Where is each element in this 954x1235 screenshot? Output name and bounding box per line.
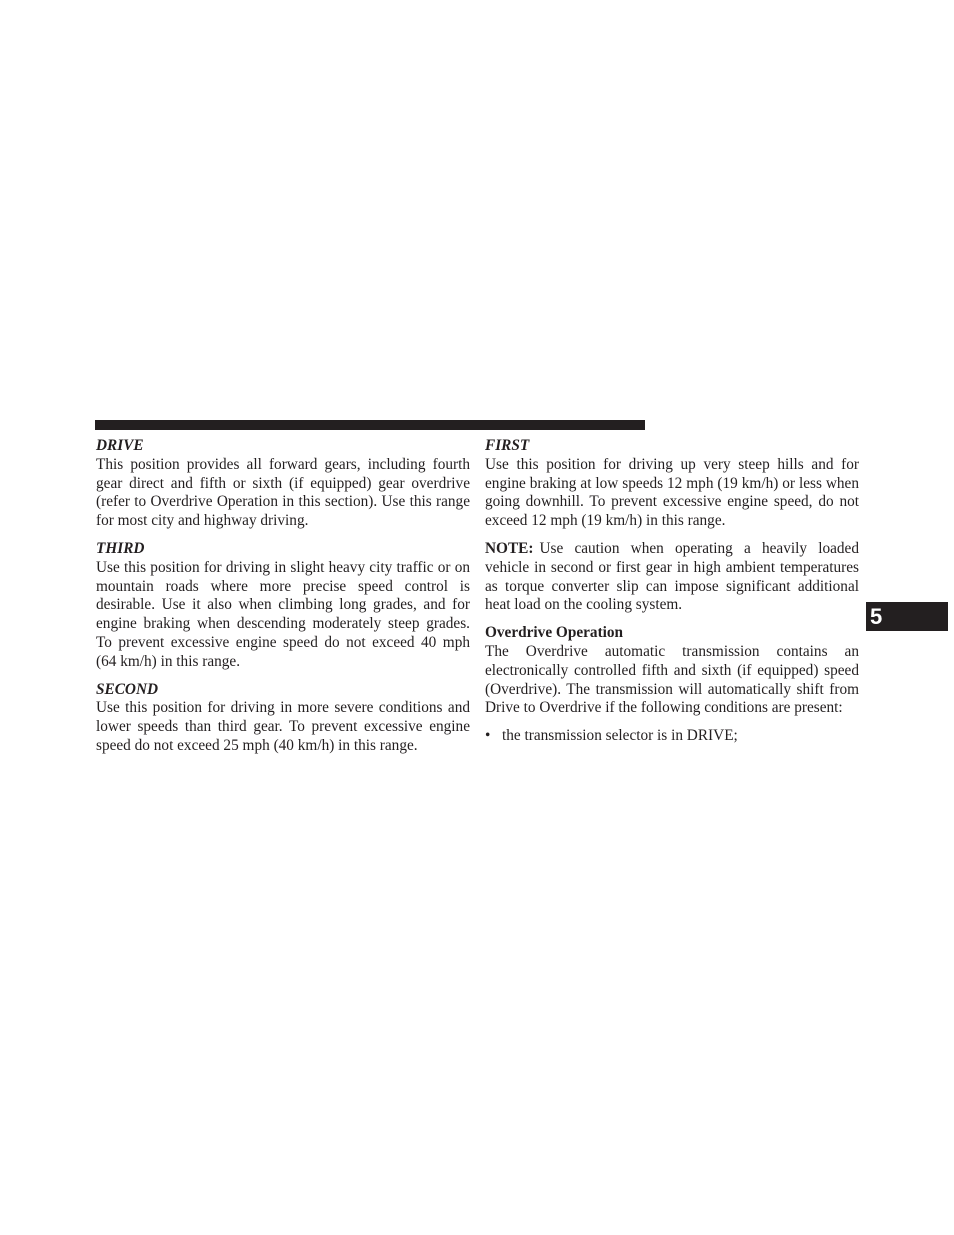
left-column [96, 437, 470, 765]
overdrive-paragraph: The Overdrive automatic transmission contains an electronically controlled fifth and sixth (if equipped) speed (Overdrive). The transmission will automatically shift from Drive to Overdrive if the following conditions are present: [485, 642, 859, 717]
third-heading: THIRD [96, 539, 145, 557]
drive-paragraph: This position provides all forward gears, including fourth gear direct and fifth or sixth (if equipped) gear overdrive (refer to Overdrive Operation in this section). Use this range for most city and highway driving. [96, 455, 470, 530]
header-rule [95, 420, 645, 430]
third-paragraph: Use this position for driving in slight heavy city traffic or on mountain roads where more precise speed control is desirable. Use it also when climbing long grades, and for engine braking when descending moderately steep grades. To prevent excessive engine speed do not exceed 40 mph (64 km/h) in this range. [96, 558, 470, 670]
list-item [485, 727, 859, 746]
bullet-icon: • [485, 727, 491, 745]
chapter-number: 5 [870, 604, 883, 629]
note-paragraph [485, 540, 859, 615]
note-label: NOTE: [485, 539, 534, 557]
list-item-text: the transmission selector is in DRIVE; [502, 727, 738, 745]
right-column [485, 437, 859, 746]
chapter-tab [866, 602, 948, 631]
overdrive-heading: Overdrive Operation [485, 624, 624, 642]
first-paragraph: Use this position for driving up very steep hills and for engine braking at low speeds 12 mph (19 km/h) or less when going downhill. To prevent excessive engine speed, do not exceed 12 mph (19 km/h) in this range. [485, 455, 859, 530]
first-heading: FIRST [485, 437, 530, 454]
second-heading: SECOND [96, 680, 159, 698]
overdrive-conditions-list [485, 727, 859, 746]
note-text: Use caution when operating a heavily loaded vehicle in second or first gear in high ambient temperatures as torque converter slip can impose significant additional heat load on the cooling system. [485, 539, 859, 614]
second-paragraph: Use this position for driving in more severe conditions and lower speeds than third gear. To prevent excessive engine speed do not exceed 25 mph (40 km/h) in this range. [96, 699, 470, 754]
drive-heading: DRIVE [96, 437, 144, 454]
